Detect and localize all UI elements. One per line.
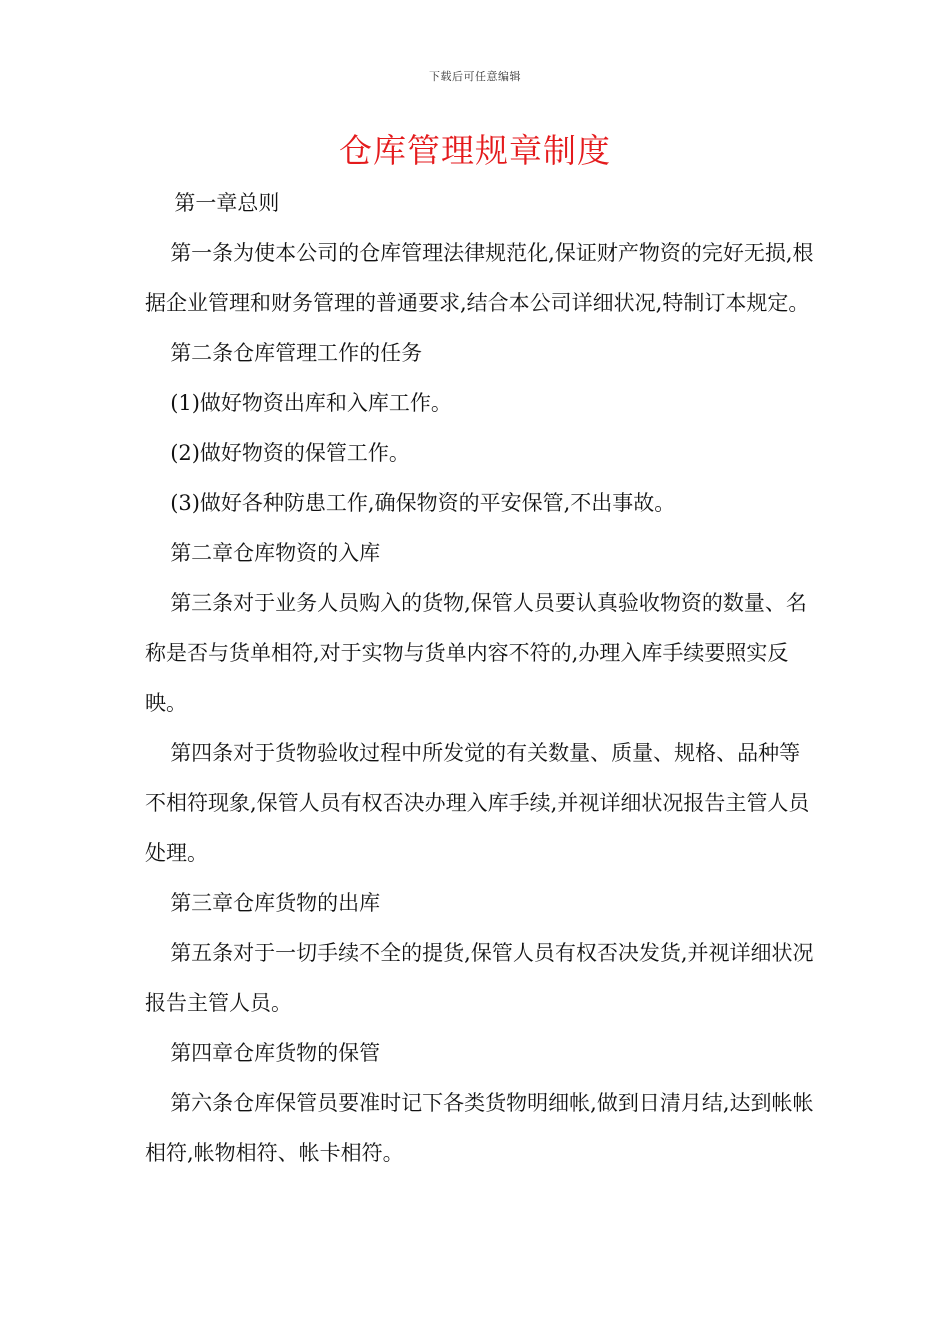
document-body xyxy=(145,178,815,1178)
task-item-3: (3)做好各种防患工作,确保物资的平安保管,不出事故。 xyxy=(170,491,676,515)
article-4: 第四条对于货物验收过程中所发觉的有关数量、质量、规格、品种等不相符现象,保管人员有权否决办理入库手续,并视详细状况报告主管人员处理。 xyxy=(145,741,810,865)
article-5: 第五条对于一切手续不全的提货,保管人员有权否决发货,并视详细状况报告主管人员。 xyxy=(145,941,814,1015)
task-item-2: (2)做好物资的保管工作。 xyxy=(170,441,410,465)
chapter-heading-3: 第三章仓库货物的出库 xyxy=(170,891,381,915)
article-6: 第六条仓库保管员要准时记下各类货物明细帐,做到日清月结,达到帐帐相符,帐物相符、帐卡相符。 xyxy=(145,1091,814,1165)
document-title: 仓库管理规章制度 xyxy=(339,131,611,170)
article-3: 第三条对于业务人员购入的货物,保管人员要认真验收物资的数量、名称是否与货单相符,对于实物与货单内容不符的,办理入库手续要照实反映。 xyxy=(145,591,807,715)
article-2: 第二条仓库管理工作的任务 xyxy=(170,341,423,365)
chapter-heading-4: 第四章仓库货物的保管 xyxy=(170,1041,381,1065)
chapter-heading-1: 第一章总则 xyxy=(174,191,280,215)
article-1: 第一条为使本公司的仓库管理法律规范化,保证财产物资的完好无损,根据企业管理和财务管理的普通要求,结合本公司详细状况,特制订本规定。 xyxy=(145,241,814,315)
header-note: 下载后可任意编辑 xyxy=(429,70,521,83)
task-item-1: (1)做好物资出库和入库工作。 xyxy=(170,391,452,415)
chapter-heading-2: 第二章仓库物资的入库 xyxy=(170,541,381,565)
